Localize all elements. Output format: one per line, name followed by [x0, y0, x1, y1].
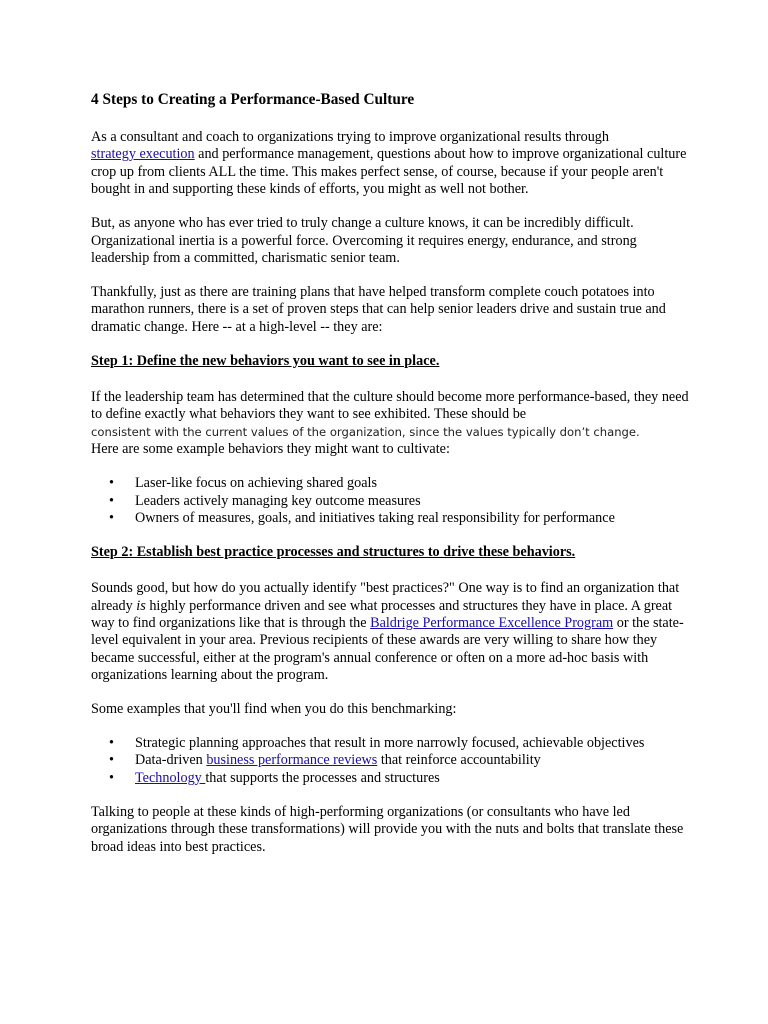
step-1-text-a: If the leadership team has determined that the culture should become more performance-based, they need to define exactly what behaviors they want to see exhibited. These should be: [91, 388, 689, 423]
step-2-text-c: or the state-level equivalent in your area. Previous recipients of these awards are very willing to share how they became successful, either at the program's annual conference or often on a more ad-hoc basis with organizations learning about the program.: [91, 615, 684, 684]
list-item: [135, 752, 691, 769]
step-2-italic-is: is: [136, 597, 146, 614]
bullet-2-text-a: Data-driven: [135, 752, 207, 769]
step-2-text-b: highly performance driven and see what processes and structures they have in place. A great way to find organizations like that is through the: [91, 597, 673, 632]
list-item: • Owners of measures, goals, and initiatives taking real responsibility for performance: [135, 510, 691, 527]
step-1-paragraph: [91, 389, 691, 459]
bullet-2-text-b: that reinforce accountability: [377, 752, 541, 769]
article-body: [91, 90, 691, 873]
step-2-paragraph-1: [91, 580, 691, 684]
step-2-heading: Step 2: Establish best practice processes and structures to drive these behaviors.: [91, 543, 576, 560]
intro-text-a: As a consultant and coach to organizations trying to improve organizational results through: [91, 129, 609, 145]
step-2-paragraph-3: Talking to people at these kinds of high-performing organizations (or consultants who have led organizations through these transformations) will provide you with the nuts and bolts that translate these broad ideas into best practices.: [91, 803, 684, 855]
list-item: • Leaders actively managing key outcome measures: [135, 493, 691, 510]
bullet-3-text: that supports the processes and structures: [205, 769, 440, 786]
technology-link[interactable]: Technology: [135, 769, 206, 786]
baldrige-program-link[interactable]: Baldrige Performance Excellence Program: [370, 615, 614, 632]
intro-paragraph-3: Thankfully, just as there are training plans that have helped transform complete couch potatoes into marathon runners, there is a set of proven steps that can help senior leaders drive and sustain true and dramatic change. Here -- at a high-level -- they are:: [91, 283, 666, 335]
strategy-execution-link[interactable]: strategy execution: [91, 146, 195, 163]
step-1-text-c: Here are some example behaviors they might want to cultivate:: [91, 441, 450, 458]
list-item: [135, 770, 691, 787]
article-title: 4 Steps to Creating a Performance-Based Culture: [91, 91, 415, 108]
step-2-paragraph-2: Some examples that you'll find when you do this benchmarking:: [91, 701, 457, 718]
step-1-heading: Step 1: Define the new behaviors you want to see in place.: [91, 352, 440, 369]
intro-paragraph-2: But, as anyone who has ever tried to truly change a culture knows, it can be incredibly difficult. Organizational inertia is a powerful force. Overcoming it requires energy, endurance, and strong leadership from a committed, charismatic senior team.: [91, 215, 637, 266]
step-1-text-b: consistent with the current values of the organization, since the values typically don’t change.: [91, 424, 640, 439]
intro-paragraph-1: [91, 129, 691, 199]
step-2-text-a: Sounds good, but how do you actually identify "best practices?" One way is to find an organization that already: [91, 580, 680, 614]
step-1-behaviors-list: [91, 475, 691, 527]
intro-text-b: and performance management, questions about how to improve organizational culture crop up from clients ALL the time. This makes perfect sense, of course, because if your people aren't bought in and supporting these kinds of efforts, you might as well not bother.: [91, 146, 687, 198]
business-performance-reviews-link[interactable]: business performance reviews: [206, 752, 378, 769]
list-item: • Laser-like focus on achieving shared goals: [135, 475, 691, 492]
list-item: • Strategic planning approaches that result in more narrowly focused, achievable objectives: [135, 735, 691, 752]
benchmark-examples-list: [91, 735, 691, 787]
